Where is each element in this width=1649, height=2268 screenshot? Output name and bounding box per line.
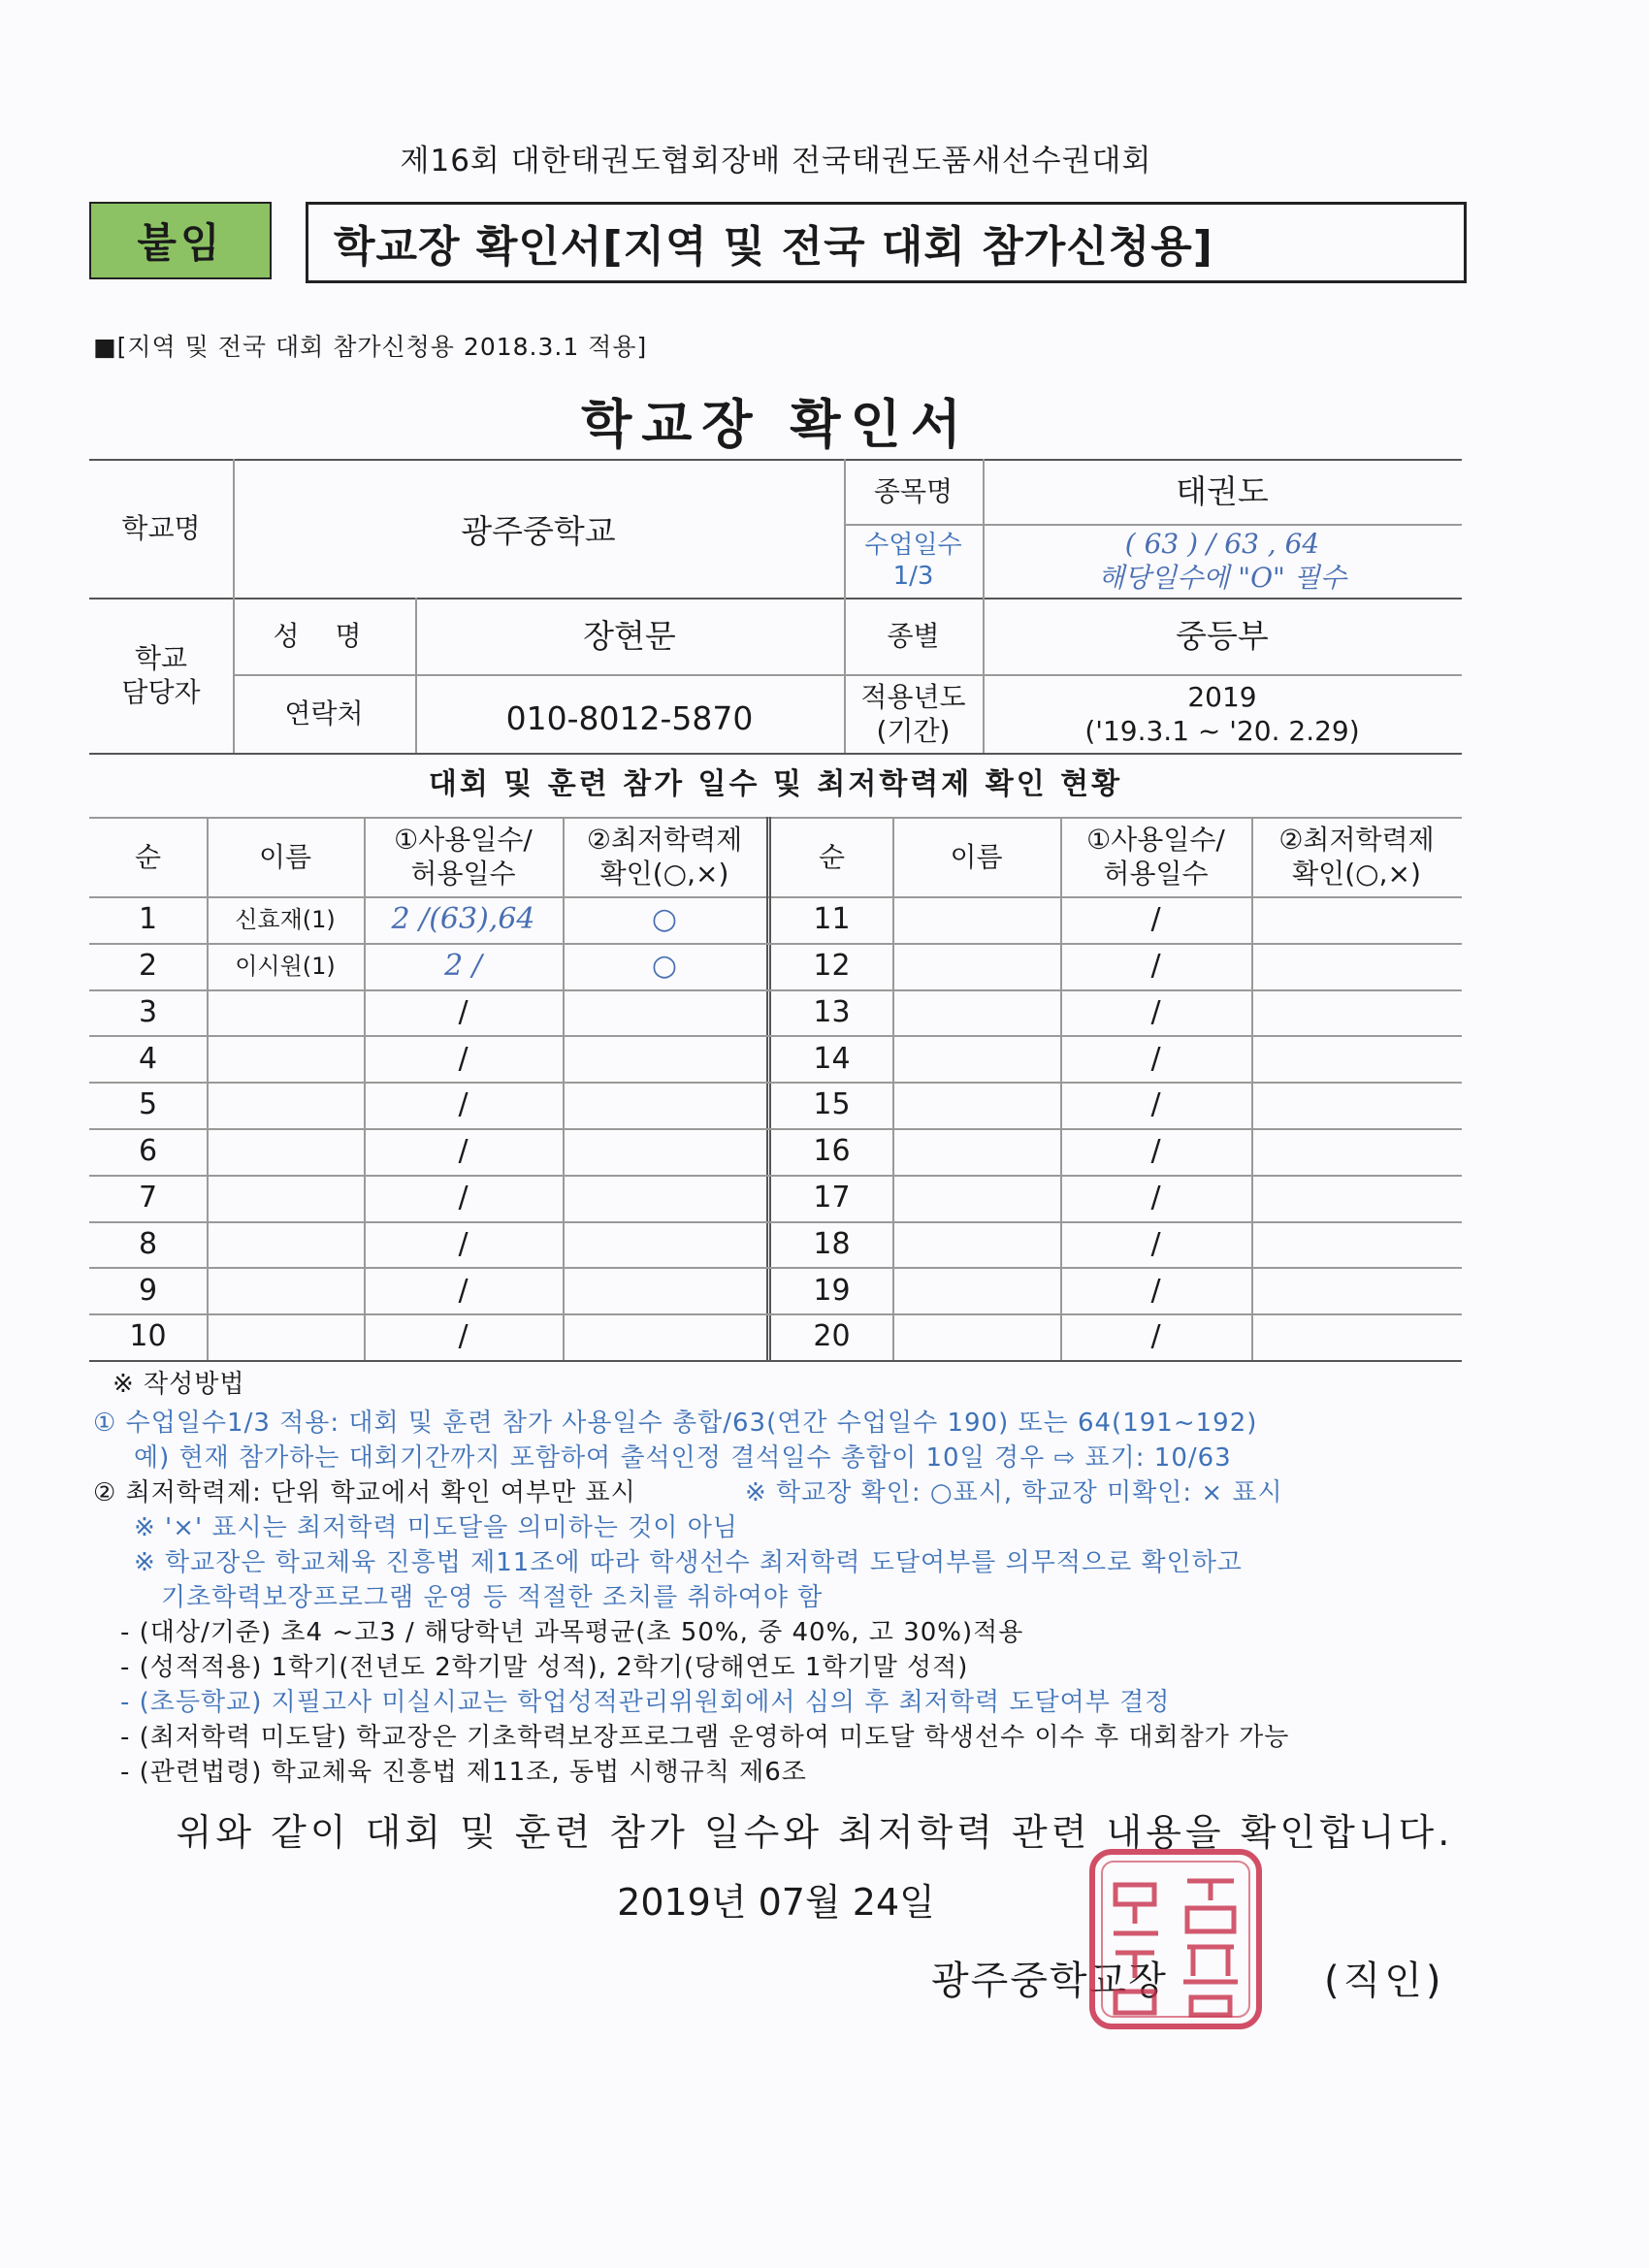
table-cell-check xyxy=(563,1035,766,1082)
table-cell-name xyxy=(207,989,364,1036)
col-header-no-left: 순 xyxy=(134,840,162,873)
col-header-check-right xyxy=(1251,817,1462,896)
col-header-name-right: 이름 xyxy=(950,840,1003,873)
year-label-line1: 적용년도 xyxy=(860,680,966,713)
table-cell-days: / xyxy=(458,1180,469,1215)
table-cell-days: / xyxy=(458,1226,469,1261)
table-cell-no: 5 xyxy=(138,1087,158,1122)
table-cell-no: 9 xyxy=(138,1273,158,1308)
table-cell-days: / xyxy=(1150,994,1161,1029)
note-line-2: 예) 현재 참가하는 대회기간까지 포함하여 출석인정 결석일수 총합이 10일 경우 ⇨ 표기: 10/63 xyxy=(134,1443,1232,1473)
table-cell-no: 7 xyxy=(138,1180,158,1215)
table-cell-name xyxy=(892,1267,1060,1313)
table-cell-no: 6 xyxy=(138,1134,158,1169)
manager-label-line1: 학교 xyxy=(134,642,188,674)
table-cell-check xyxy=(563,989,766,1036)
table-cell-days: / xyxy=(458,994,469,1029)
col-header-check-left xyxy=(563,817,766,896)
table-cell-name xyxy=(892,943,1060,989)
table-cell-no: 3 xyxy=(138,994,158,1029)
table-cell-check: ○ xyxy=(651,902,678,937)
contact-value: 010-8012-5870 xyxy=(505,698,754,737)
note-line-5: ※ 학교장은 학교체육 진흥법 제11조에 따라 학생선수 최저학력 도달여부를 의무적으로 확인하고 xyxy=(134,1548,1243,1577)
table-cell-name xyxy=(207,1082,364,1128)
table-cell-days: 2 / xyxy=(444,948,482,983)
contact-label: 연락처 xyxy=(284,697,364,729)
table-cell-no: 19 xyxy=(813,1273,851,1308)
table-cell-days: / xyxy=(458,1319,469,1354)
year-value xyxy=(983,674,1462,753)
school-value: 광주중학교 xyxy=(461,512,616,551)
table-cell-check xyxy=(1251,1082,1462,1128)
table-cell-name: 신효재(1) xyxy=(235,905,336,933)
table-cell-check xyxy=(563,1267,766,1313)
table-cell-no: 15 xyxy=(813,1087,851,1122)
subnote: ■[지역 및 전국 대회 참가신청용 2018.3.1 적용] xyxy=(93,333,648,361)
table-cell-name: 이시원(1) xyxy=(235,952,336,980)
class-days-value-line1: ( 63 ) / 63 , 64 xyxy=(1124,528,1320,560)
note-line-3a: ② 최저학력제: 단위 학교에서 확인 여부만 표시 xyxy=(93,1478,636,1507)
table-cell-days: / xyxy=(1150,1273,1161,1308)
class-days-label-line1: 수업일수 xyxy=(864,530,962,560)
table-cell-no: 4 xyxy=(138,1041,158,1076)
division-label: 종별 xyxy=(887,620,940,652)
col-header-check-line2: 확인(○,×) xyxy=(599,858,729,890)
col-header-days-left xyxy=(364,817,563,896)
name-value: 장현문 xyxy=(583,616,676,655)
table-cell-no: 13 xyxy=(813,994,851,1029)
year-label xyxy=(844,674,983,753)
doc-title: 학교장 확인서 xyxy=(581,394,971,455)
school-label: 학교명 xyxy=(121,512,201,544)
table-cell-check xyxy=(563,1128,766,1175)
table-cell-check xyxy=(1251,1267,1462,1313)
table-cell-check xyxy=(1251,1175,1462,1221)
event-title: 제16회 대한태권도협회장배 전국태권도품새선수권대회 xyxy=(400,144,1152,178)
col-header-days-line2: 허용일수 xyxy=(410,858,516,890)
col-header-check-line1: ②최저학력제 xyxy=(586,824,743,856)
table-cell-name xyxy=(892,1175,1060,1221)
table-cell-days: / xyxy=(1150,1134,1161,1169)
table-cell-check xyxy=(1251,943,1462,989)
table-cell-no: 1 xyxy=(138,902,158,937)
table-cell-name xyxy=(892,1313,1060,1360)
official-seal-stamp xyxy=(1086,1846,1265,2032)
table-cell-name xyxy=(892,1128,1060,1175)
table-cell-name xyxy=(207,1175,364,1221)
table-cell-check xyxy=(1251,989,1462,1036)
table-cell-no: 20 xyxy=(813,1319,851,1354)
table-cell-days: / xyxy=(458,1087,469,1122)
sport-label: 종목명 xyxy=(873,475,954,507)
table-cell-check xyxy=(1251,1313,1462,1360)
note-line-3b: ※ 학교장 확인: ○표시, 학교장 미확인: × 표시 xyxy=(745,1478,1283,1507)
table-cell-days: / xyxy=(1150,1087,1161,1122)
table-cell-name xyxy=(892,1082,1060,1128)
note-line-6: 기초학력보장프로그램 운영 등 적절한 조치를 취하여야 함 xyxy=(161,1583,824,1612)
class-days-label xyxy=(844,524,983,598)
confirm-sentence: 위와 같이 대회 및 훈련 참가 일수와 최저학력 관련 내용을 확인합니다. xyxy=(176,1811,1454,1854)
table-cell-no: 10 xyxy=(129,1319,167,1354)
year-value-line1: 2019 xyxy=(1187,680,1257,713)
manager-label xyxy=(89,598,233,753)
col-header-days-line2: 허용일수 xyxy=(1103,858,1209,890)
note-line-9: - (초등학교) 지필고사 미실시교는 학업성적관리위원회에서 심의 후 최저학력 도달여부 결정 xyxy=(120,1688,1171,1717)
note-line-8: - (성적적용) 1학기(전년도 2학기말 성적), 2학기(당해연도 1학기말 성적) xyxy=(120,1653,969,1682)
table-cell-days: / xyxy=(1150,1226,1161,1261)
col-header-days-line1: ①사용일수/ xyxy=(1086,824,1225,856)
table-cell-name xyxy=(892,989,1060,1036)
table-cell-name xyxy=(207,1128,364,1175)
table-cell-days: / xyxy=(458,1134,469,1169)
table-cell-name xyxy=(892,1221,1060,1268)
note-line-1: ① 수업일수1/3 적용: 대회 및 훈련 참가 사용일수 총합/63(연간 수업일수 190) 또는 64(191~192) xyxy=(93,1409,1258,1438)
table-cell-days: / xyxy=(1150,1319,1161,1354)
seal-label: (직인) xyxy=(1324,1959,1445,2003)
col-header-no-right: 순 xyxy=(818,840,846,873)
writing-notes xyxy=(93,1358,1471,1785)
table-cell-no: 2 xyxy=(138,948,158,983)
attachment-badge: 붙임 xyxy=(89,202,272,279)
table-cell-check xyxy=(563,1175,766,1221)
col-header-days-right xyxy=(1060,817,1251,896)
name-label: 성 명 xyxy=(273,620,375,652)
year-value-line2: ('19.3.1 ~ '20. 2.29) xyxy=(1084,714,1360,747)
table-cell-check xyxy=(563,1221,766,1268)
table-cell-check: ○ xyxy=(651,948,678,983)
table-cell-days: / xyxy=(458,1273,469,1308)
class-days-value-line2: 해당일수에 "O" 필수 xyxy=(1098,562,1346,594)
table-cell-days: / xyxy=(458,1041,469,1076)
class-days-label-line2: 1/3 xyxy=(892,562,934,591)
sport-value: 태권도 xyxy=(1176,471,1269,510)
table-cell-no: 11 xyxy=(813,902,851,937)
table-cell-name xyxy=(207,1035,364,1082)
division-value: 중등부 xyxy=(1176,616,1269,655)
table-cell-no: 18 xyxy=(813,1226,851,1261)
col-header-name-left: 이름 xyxy=(258,840,312,873)
table-cell-no: 17 xyxy=(813,1180,851,1215)
table-title: 대회 및 훈련 참가 일수 및 최저학력제 확인 현황 xyxy=(428,767,1123,802)
table-cell-no: 14 xyxy=(813,1041,851,1076)
principal-name: 광주중학교장 xyxy=(931,1959,1168,2003)
table-cell-days: 2 /(63),64 xyxy=(391,902,535,937)
note-line-11: - (관련법령) 학교체육 진흥법 제11조, 동법 시행규칙 제6조 xyxy=(120,1758,807,1787)
manager-label-line2: 담당자 xyxy=(121,676,201,708)
col-header-check-line2: 확인(○,×) xyxy=(1292,858,1421,890)
table-cell-no: 16 xyxy=(813,1134,851,1169)
table-cell-name xyxy=(892,1035,1060,1082)
class-days-value xyxy=(983,524,1462,598)
col-header-check-line1: ②최저학력제 xyxy=(1278,824,1435,856)
note-line-7: - (대상/기준) 초4 ~고3 / 해당학년 과목평균(초 50%, 중 40%, 고 30%)적용 xyxy=(120,1618,1024,1647)
table-cell-days: / xyxy=(1150,948,1161,983)
col-header-days-line1: ①사용일수/ xyxy=(394,824,533,856)
table-cell-check xyxy=(1251,1221,1462,1268)
table-cell-name xyxy=(892,896,1060,943)
table-cell-no: 12 xyxy=(813,948,851,983)
table-cell-no: 8 xyxy=(138,1226,158,1261)
table-cell-check xyxy=(1251,896,1462,943)
table-cell-name xyxy=(207,1313,364,1360)
header-title: 학교장 확인서[지역 및 전국 대회 참가신청용] xyxy=(306,202,1467,283)
table-cell-days: / xyxy=(1150,1041,1161,1076)
table-cell-name xyxy=(207,1221,364,1268)
document-date: 2019년 07월 24일 xyxy=(617,1881,935,1924)
notes-heading: ※ 작성방법 xyxy=(113,1370,245,1399)
table-cell-check xyxy=(1251,1128,1462,1175)
note-line-10: - (최저학력 미도달) 학교장은 기초학력보장프로그램 운영하여 미도달 학생선수 이수 후 대회참가 가능 xyxy=(120,1723,1290,1752)
year-label-line2: (기간) xyxy=(876,714,951,747)
table-cell-days: / xyxy=(1150,902,1161,937)
table-cell-check xyxy=(563,1082,766,1128)
table-cell-days: / xyxy=(1150,1180,1161,1215)
table-cell-check xyxy=(563,1313,766,1360)
table-cell-name xyxy=(207,1267,364,1313)
note-line-4: ※ '×' 표시는 최저학력 미도달을 의미하는 것이 아님 xyxy=(134,1513,738,1542)
table-cell-check xyxy=(1251,1035,1462,1082)
